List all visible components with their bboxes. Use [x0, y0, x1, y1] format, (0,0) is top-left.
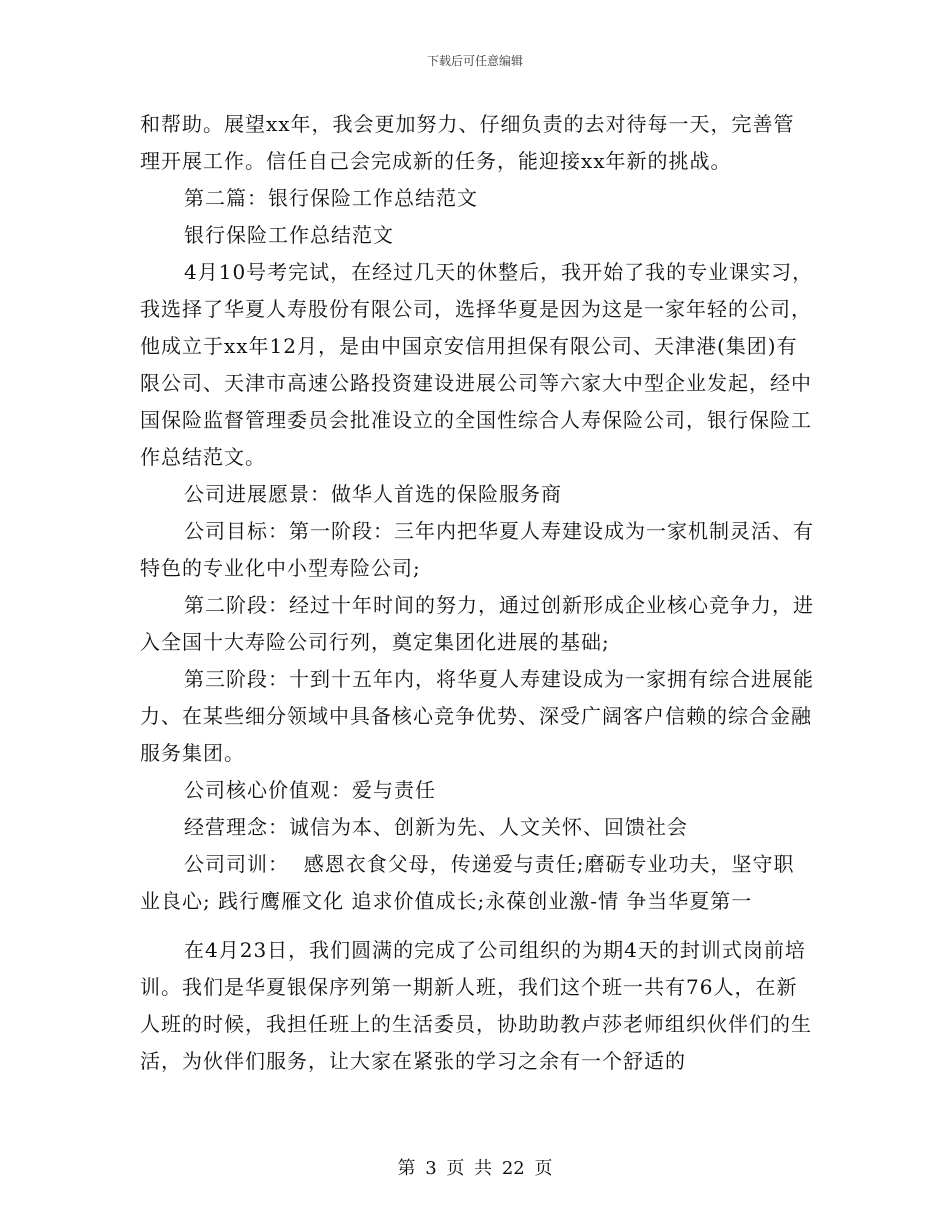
page-number: 第 3 页 共 22 页	[397, 1158, 553, 1179]
paragraph-training: 在4月23日，我们圆满的完成了公司组织的为期4天的封训式岗前培训。我们是华夏银保序列第一期新人班，我们这个班一共有76人，在新人班的时候，我担任班上的生活委员，协助助教卢莎老师组织伙伴们的生活，为伙伴们服务，让大家在紧张的学习之余有一个舒适的	[140, 938, 812, 1073]
paragraph-core-values: 公司核心价值观：爱与责任	[184, 778, 436, 802]
paragraph-1: 和帮助。展望xx年，我会更加努力、仔细负责的去对待每一天，完善管理开展工作。信任自己会完成新的任务，能迎接xx年新的挑战。	[140, 112, 795, 173]
section-heading: 第二篇：银行保险工作总结范文	[184, 186, 478, 210]
document-body	[140, 106, 815, 1080]
paragraph-goal-stage-2: 第二阶段：经过十年时间的努力，通过创新形成企业核心竞争力，进入全国十大寿险公司行列，奠定集团化进展的基础;	[140, 593, 814, 654]
paragraph-vision: 公司进展愿景：做华人首选的保险服务商	[184, 482, 562, 506]
paragraph-intro: 4月10号考完试，在经过几天的休整后，我开始了我的专业课实习，我选择了华夏人寿股份有限公司，选择华夏是因为这是一家年轻的公司，他成立于xx年12月，是由中国京安信用担保有限公司、天津港(集团)有限公司、天津市高速公路投资建设进展公司等六家大中型企业发起，经中国保险监督管理委员会批准设立的全国性综合人寿保险公司，银行保险工作总结范文。	[140, 260, 814, 469]
section-title: 银行保险工作总结范文	[184, 223, 394, 247]
paragraph-company-motto: 公司司训： 感恩衣食父母，传递爱与责任;磨砺专业功夫，坚守职业良心; 践行鹰雁文化 追求价值成长;永葆创业激-情 争当华夏第一	[140, 852, 795, 913]
paragraph-goal-stage-1: 公司目标：第一阶段：三年内把华夏人寿建设成为一家机制灵活、有特色的专业化中小型寿险公司;	[140, 519, 814, 580]
paragraph-goal-stage-3: 第三阶段：十到十五年内，将华夏人寿建设成为一家拥有综合进展能力、在某些细分领域中具备核心竞争优势、深受广阔客户信赖的综合金融服务集团。	[140, 667, 814, 765]
page-header: 下载后可任意编辑	[426, 54, 523, 68]
paragraph-business-philosophy: 经营理念：诚信为本、创新为先、人文关怀、回馈社会	[184, 815, 688, 839]
